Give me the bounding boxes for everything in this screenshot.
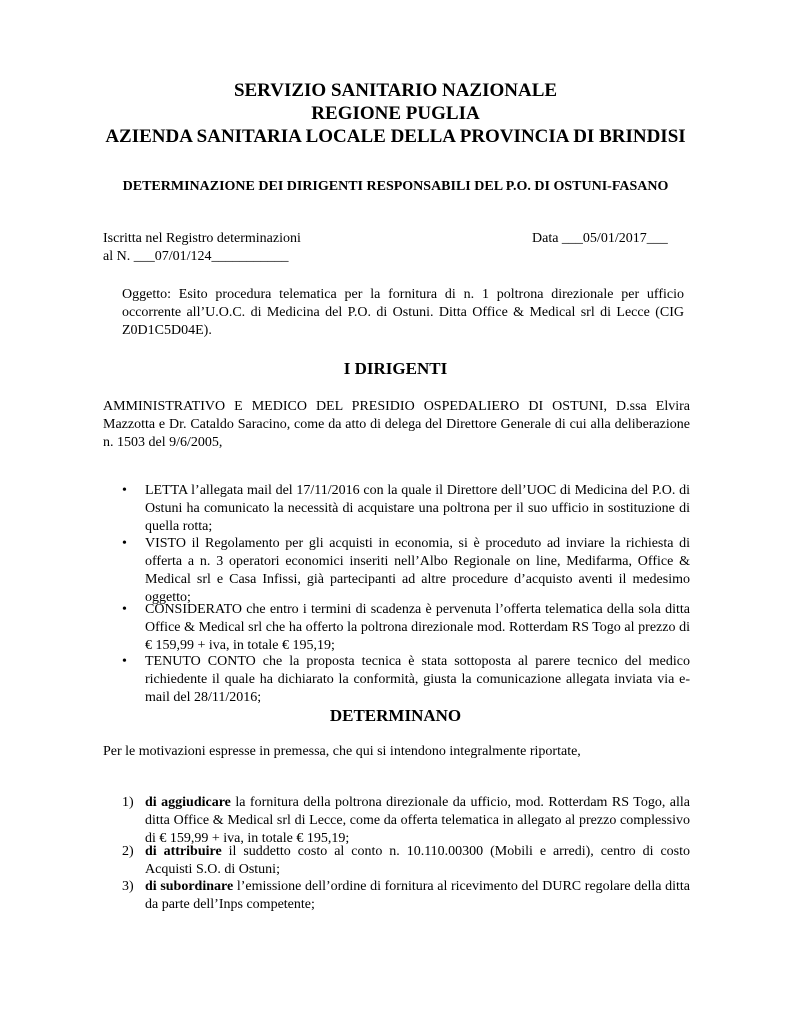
list-item-text: LETTA l’allegata mail del 17/11/2016 con la quale il Direttore dell’UOC di Medicina del P.O. di Ostuni ha comunicato la necessità di acquistare una poltrona per il suo ufficio in sostituzione di quella rotta; [145, 483, 690, 534]
item-body: la fornitura della poltrona direzionale da ufficio, mod. Rotterdam RS Togo, alla ditta Office & Medical srl di Lecce, come da offerta telematica in allegato al prezzo complessivo di € 159,99 + iva, in totale € 195,19; [145, 795, 690, 846]
list-item-text [145, 843, 690, 879]
list-item-text [145, 878, 690, 914]
bullet-marker: • [122, 536, 127, 551]
section-title-dirigenti: I DIRIGENTI [343, 359, 448, 378]
intro-paragraph: AMMINISTRATIVO E MEDICO DEL PRESIDIO OSPEDALIERO DI OSTUNI, D.ssa Elvira Mazzotta e Dr. Cataldo Saracino, come da atto di delega del Direttore Generale di cui alla deliberazione n. 1503 del 9/6/2005, [103, 399, 690, 450]
registry-date: Data ___05/01/2017___ [532, 231, 668, 246]
section-title-determinano: DETERMINANO [329, 706, 462, 725]
subject-paragraph: Oggetto: Esito procedura telematica per la fornitura di n. 1 poltrona direzionale per ufficio occorrente all’U.O.C. di Medicina del P.O. di Ostuni. Ditta Office & Medical srl di Lecce (CIG Z0D1C5D04E). [122, 287, 684, 338]
item-number: 3) [122, 879, 134, 894]
bullet-marker: • [122, 483, 127, 498]
item-number: 1) [122, 795, 134, 810]
document-subheader: DETERMINAZIONE DEI DIRIGENTI RESPONSABILI DEL P.O. DI OSTUNI-FASANO [122, 179, 669, 194]
bullet-marker: • [122, 654, 127, 669]
list-item-text [145, 794, 690, 848]
bullet-marker: • [122, 602, 127, 617]
list-item-text: VISTO il Regolamento per gli acquisti in economia, si è proceduto ad inviare la richiesta di offerta a n. 3 operatori economici inseriti nell’Albo Regionale on line, Medifarma, Office & Medical srl e Casa Infissi, già partecipanti ad altre procedure d’acquisto aventi il medesimo oggetto; [145, 536, 690, 605]
motivation-paragraph: Per le motivazioni espresse in premessa, che qui si intendono integralmente riportate, [103, 744, 581, 759]
registry-number: al N. ___07/01/124___________ [103, 249, 289, 264]
list-item-text: TENUTO CONTO che la proposta tecnica è stata sottoposta al parere tecnico del medico richiedente il quale ha dichiarato la conformità, giusta la comunicazione allegata inviata via e-mail del 28/11/2016; [145, 654, 690, 705]
item-keyword: di subordinare [145, 879, 234, 894]
item-keyword: di aggiudicare [145, 795, 231, 810]
item-body: il suddetto costo al conto n. 10.110.00300 (Mobili e arredi), centro di costo Acquisti S.O. di Ostuni; [145, 844, 690, 877]
header-line-2: REGIONE PUGLIA [311, 103, 480, 124]
item-number: 2) [122, 844, 134, 859]
registry-label: Iscritta nel Registro determinazioni [103, 231, 301, 246]
header-line-3: AZIENDA SANITARIA LOCALE DELLA PROVINCIA DI BRINDISI [105, 126, 686, 147]
header-line-1: SERVIZIO SANITARIO NAZIONALE [233, 80, 558, 101]
item-keyword: di attribuire [145, 844, 222, 859]
item-body: l’emissione dell’ordine di fornitura al ricevimento del DURC regolare della ditta da parte dell’Inps competente; [145, 879, 691, 912]
list-item-text: CONSIDERATO che entro i termini di scadenza è pervenuta l’offerta telematica della sola ditta Office & Medical srl che ha offerto la poltrona direzionale mod. Rotterdam RS Togo al prezzo di € 159,99 + iva, in totale € 195,19; [145, 602, 690, 653]
